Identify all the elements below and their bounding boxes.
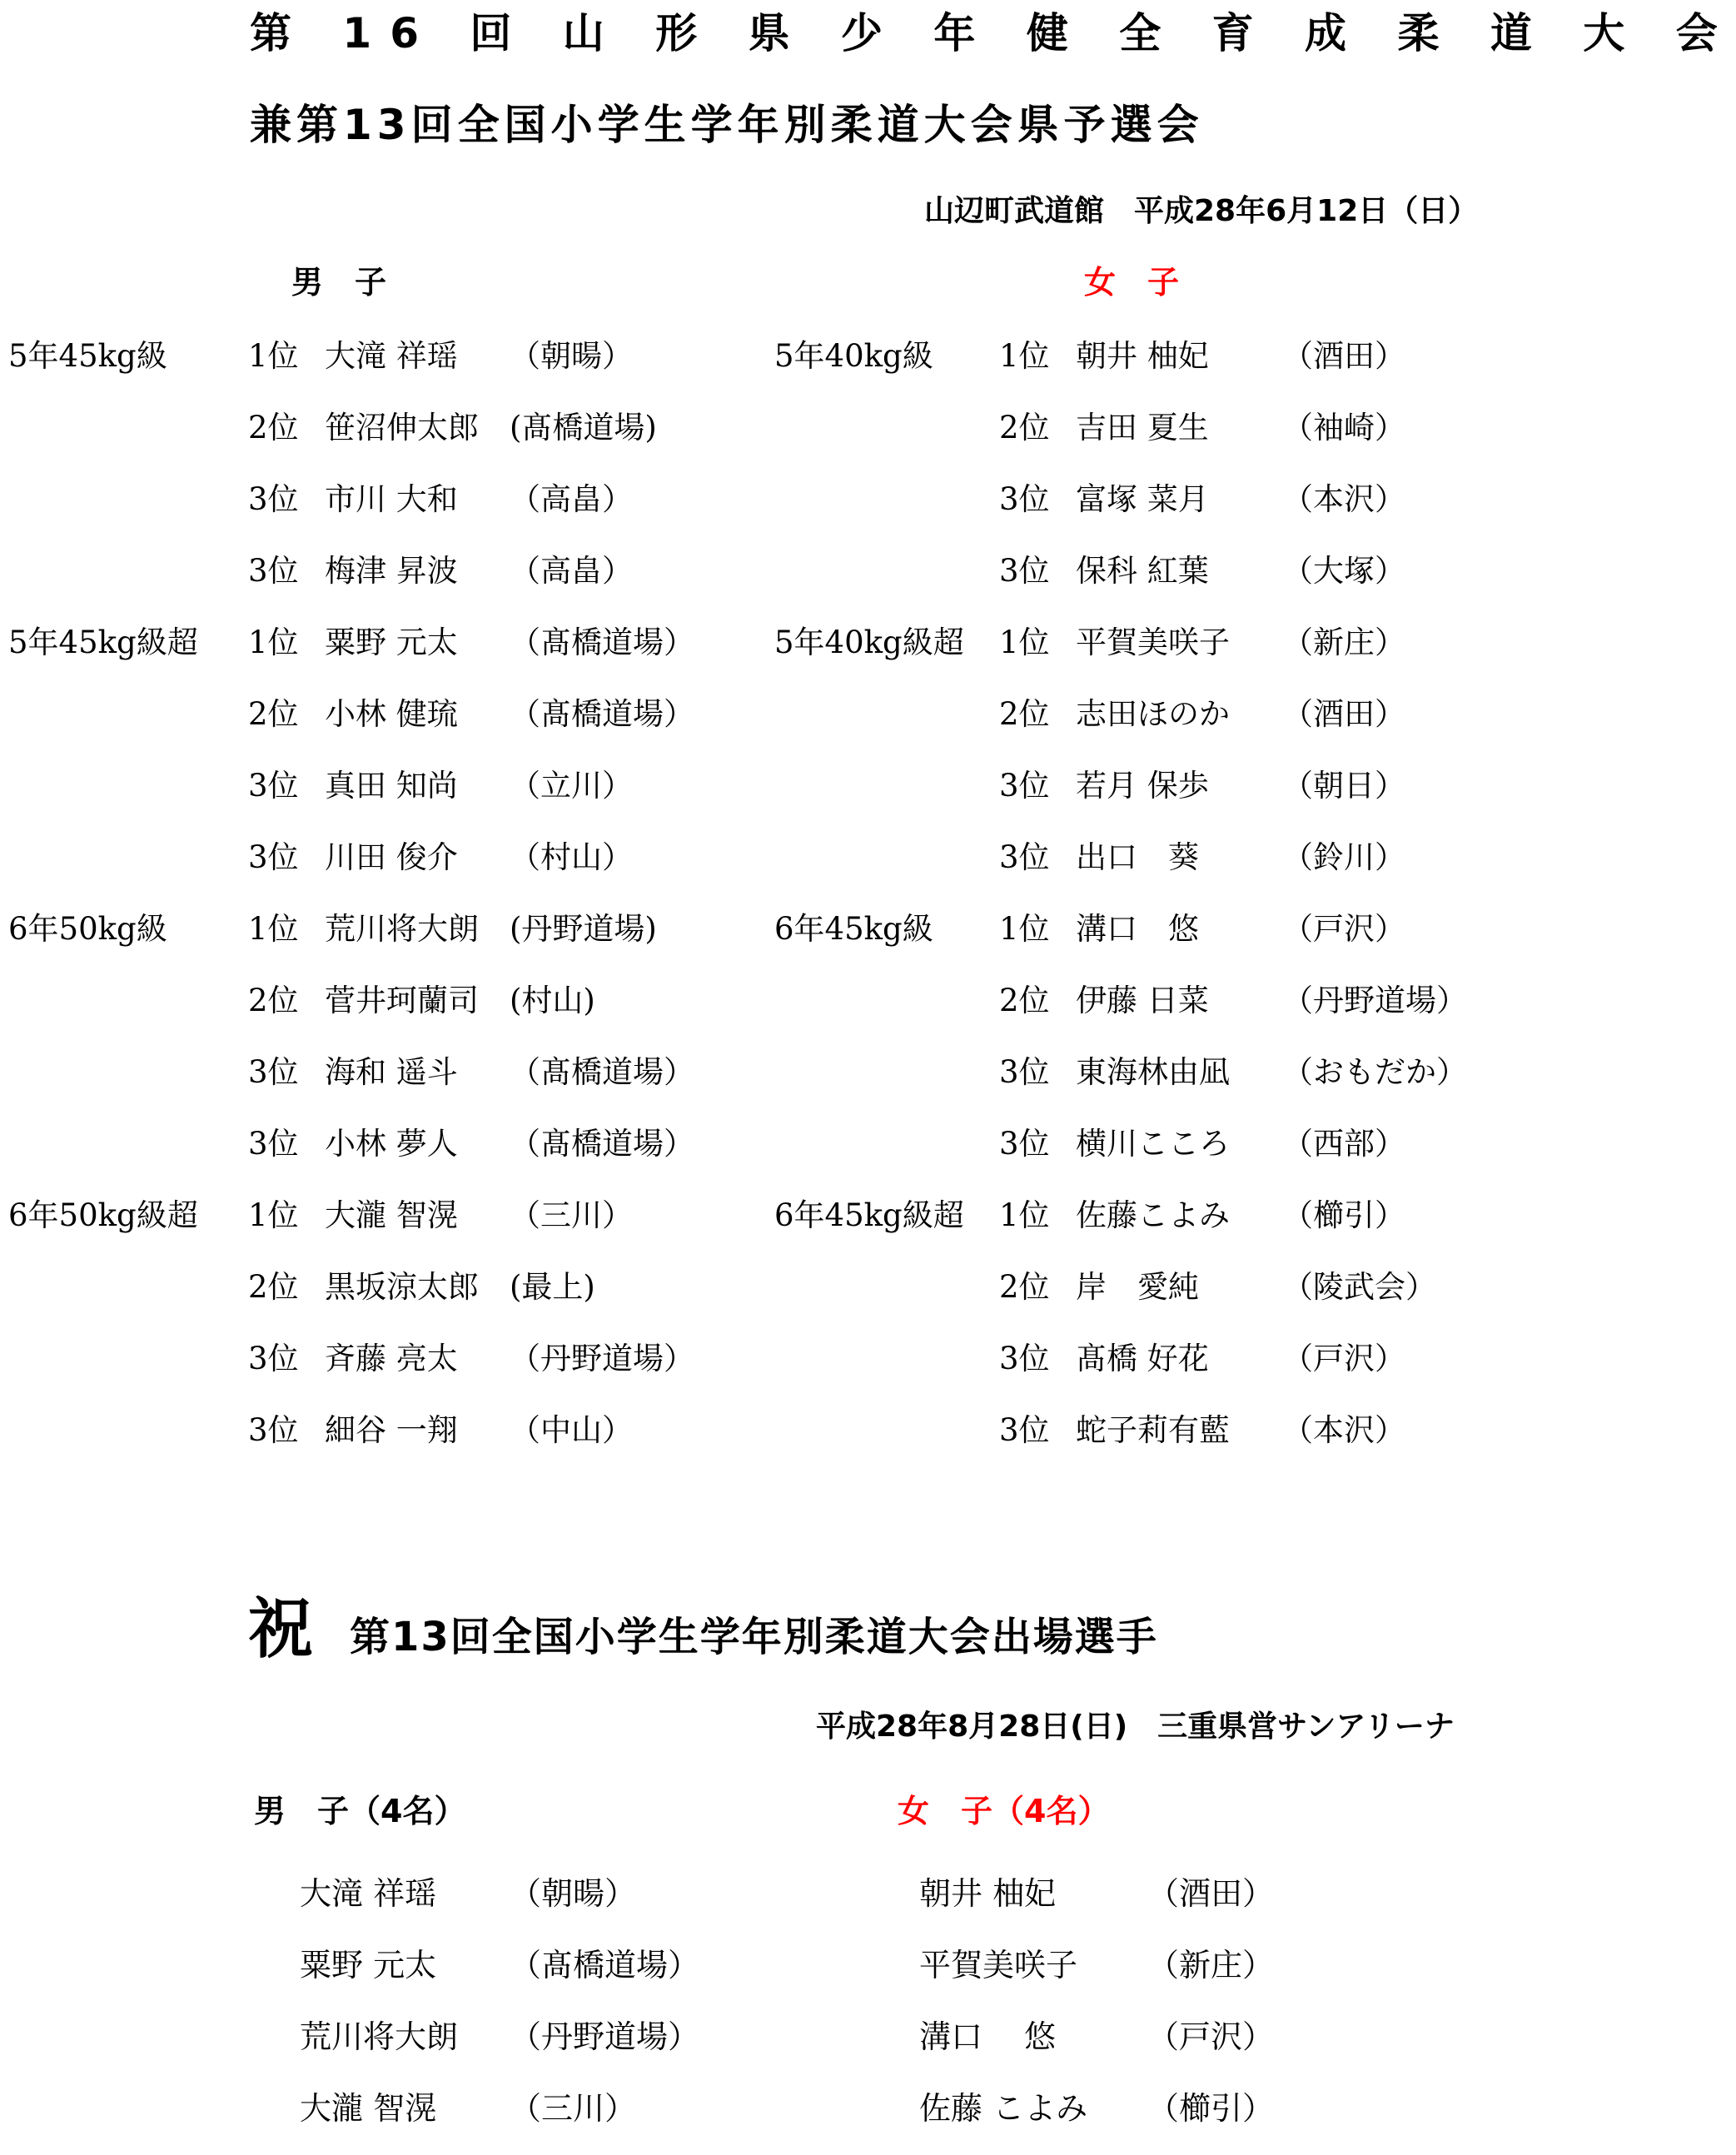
celebration-mark: 祝 bbox=[248, 1592, 314, 1667]
result-row bbox=[0, 331, 1530, 403]
representatives-table bbox=[0, 1869, 1530, 2132]
result-row bbox=[0, 1119, 1530, 1191]
representative-row bbox=[0, 2083, 1530, 2155]
female-athlete-name: 朝井 柚妃 bbox=[1076, 338, 1209, 374]
male-athlete-name: 細谷 一翔 bbox=[325, 1412, 458, 1448]
result-row bbox=[0, 1191, 1530, 1262]
male-club: （髙橋道場） bbox=[510, 1126, 694, 1162]
female-athlete-name: 平賀美咲子 bbox=[1076, 625, 1230, 660]
female-athlete-name: 岸 愛純 bbox=[1076, 1269, 1199, 1305]
female-athlete-name: 富塚 菜月 bbox=[1076, 481, 1209, 517]
male-club: (髙橋道場) bbox=[510, 410, 657, 445]
female-athlete-name: 髙橋 好花 bbox=[1076, 1341, 1209, 1376]
female-representative-name: 佐藤 こよみ bbox=[919, 2090, 1088, 2127]
male-athlete-name: 小林 健琉 bbox=[325, 696, 458, 732]
female-club: （本沢） bbox=[1282, 481, 1405, 517]
male-rank: 2位 bbox=[248, 696, 299, 732]
result-row bbox=[0, 976, 1530, 1048]
male-club: （立川） bbox=[510, 768, 633, 804]
male-athlete-name: 大瀧 智滉 bbox=[325, 1197, 458, 1233]
results-female-heading: 女 子 bbox=[1084, 264, 1180, 301]
male-rank: 3位 bbox=[248, 768, 299, 804]
male-club: （村山） bbox=[510, 839, 633, 875]
male-athlete-name: 粟野 元太 bbox=[325, 625, 458, 660]
result-row bbox=[0, 833, 1530, 904]
male-club: （髙橋道場） bbox=[510, 696, 694, 732]
male-athlete-name: 小林 夢人 bbox=[325, 1126, 458, 1162]
male-rank: 3位 bbox=[248, 1412, 299, 1448]
female-athlete-name: 保科 紅葉 bbox=[1076, 553, 1209, 589]
female-rank: 3位 bbox=[999, 1412, 1050, 1448]
male-representative-name: 荒川将大朗 bbox=[300, 2018, 459, 2055]
female-club: （鈴川） bbox=[1282, 839, 1405, 875]
page-title-line1: 第 16 回 山 形 県 少 年 健 全 育 成 柔 道 大 会 bbox=[250, 9, 1736, 57]
male-athlete-name: 荒川将大朗 bbox=[325, 911, 479, 947]
female-athlete-name: 吉田 夏生 bbox=[1076, 410, 1209, 445]
male-club: （髙橋道場） bbox=[510, 625, 694, 660]
female-rank: 1位 bbox=[999, 625, 1050, 660]
male-rank: 1位 bbox=[248, 1197, 299, 1233]
female-rank: 3位 bbox=[999, 481, 1050, 517]
female-rank: 3位 bbox=[999, 839, 1050, 875]
male-rank: 1位 bbox=[248, 625, 299, 660]
female-rank: 2位 bbox=[999, 983, 1050, 1018]
male-representative-club: （丹野道場） bbox=[510, 2018, 700, 2055]
male-representative-club: （朝暘） bbox=[510, 1875, 637, 1912]
male-representative-name: 大滝 祥瑶 bbox=[300, 1875, 437, 1912]
celebration-title: 第13回全国小学生学年別柔道大会出場選手 bbox=[350, 1614, 1158, 1660]
venue-date: 山辺町武道館 平成28年6月12日（日） bbox=[924, 194, 1479, 228]
female-athlete-name: 東海林由凪 bbox=[1076, 1054, 1230, 1090]
female-rank: 3位 bbox=[999, 1054, 1050, 1090]
page-title-line2: 兼第13回全国小学生学年別柔道大会県予選会 bbox=[250, 101, 1204, 149]
representatives-male-heading: 男 子（4名） bbox=[254, 1793, 466, 1829]
female-club: （朝日） bbox=[1282, 768, 1405, 804]
female-club: （袖崎） bbox=[1282, 410, 1405, 445]
female-athlete-name: 佐藤こよみ bbox=[1076, 1197, 1230, 1233]
female-rank: 1位 bbox=[999, 911, 1050, 947]
female-representative-club: （新庄） bbox=[1147, 1947, 1275, 1983]
female-club: （本沢） bbox=[1282, 1412, 1405, 1448]
female-representative-club: （櫛引） bbox=[1147, 2090, 1275, 2127]
female-club: （櫛引） bbox=[1282, 1197, 1405, 1233]
male-category: 6年50kg級 bbox=[8, 911, 167, 947]
female-club: （陵武会） bbox=[1282, 1269, 1436, 1305]
representative-row bbox=[0, 2012, 1530, 2083]
female-athlete-name: 横川こころ bbox=[1076, 1126, 1230, 1162]
result-row bbox=[0, 546, 1530, 618]
male-rank: 3位 bbox=[248, 839, 299, 875]
male-rank: 3位 bbox=[248, 1126, 299, 1162]
female-rank: 2位 bbox=[999, 1269, 1050, 1305]
result-row bbox=[0, 689, 1530, 761]
result-row bbox=[0, 1262, 1530, 1334]
female-representative-name: 溝口 悠 bbox=[919, 2018, 1057, 2055]
male-athlete-name: 市川 大和 bbox=[325, 481, 458, 517]
result-row bbox=[0, 1406, 1530, 1477]
representatives-female-heading: 女 子（4名） bbox=[898, 1793, 1110, 1829]
male-representative-club: （三川） bbox=[510, 2090, 637, 2127]
male-rank: 2位 bbox=[248, 1269, 299, 1305]
male-athlete-name: 川田 俊介 bbox=[325, 839, 458, 875]
male-athlete-name: 笹沼伸太郎 bbox=[325, 410, 479, 445]
male-club: （丹野道場） bbox=[510, 1341, 694, 1376]
result-row bbox=[0, 618, 1530, 689]
male-club: （三川） bbox=[510, 1197, 633, 1233]
female-athlete-name: 出口 葵 bbox=[1076, 839, 1199, 875]
male-rank: 2位 bbox=[248, 410, 299, 445]
female-rank: 3位 bbox=[999, 768, 1050, 804]
male-rank: 1位 bbox=[248, 338, 299, 374]
female-representative-club: （戸沢） bbox=[1147, 2018, 1275, 2055]
female-athlete-name: 志田ほのか bbox=[1076, 696, 1230, 732]
female-athlete-name: 溝口 悠 bbox=[1076, 911, 1199, 947]
female-club: （大塚） bbox=[1282, 553, 1405, 589]
male-rank: 3位 bbox=[248, 553, 299, 589]
male-club: （朝暘） bbox=[510, 338, 633, 374]
male-category: 5年45kg級超 bbox=[8, 625, 198, 660]
female-club: （新庄） bbox=[1282, 625, 1405, 660]
result-row bbox=[0, 761, 1530, 833]
female-club: （戸沢） bbox=[1282, 911, 1405, 947]
male-club: （高畠） bbox=[510, 553, 633, 589]
representative-row bbox=[0, 1940, 1530, 2012]
female-athlete-name: 蛇子莉有藍 bbox=[1076, 1412, 1230, 1448]
female-category: 6年45kg級超 bbox=[774, 1197, 964, 1233]
result-row bbox=[0, 403, 1530, 475]
female-athlete-name: 若月 保歩 bbox=[1076, 768, 1209, 804]
results-male-heading: 男 子 bbox=[291, 264, 387, 301]
female-category: 6年45kg級 bbox=[774, 911, 933, 947]
female-rank: 1位 bbox=[999, 1197, 1050, 1233]
female-representative-name: 平賀美咲子 bbox=[919, 1947, 1078, 1983]
results-table bbox=[0, 331, 1530, 1477]
male-athlete-name: 斉藤 亮太 bbox=[325, 1341, 458, 1376]
female-category: 5年40kg級 bbox=[774, 338, 933, 374]
male-rank: 3位 bbox=[248, 1341, 299, 1376]
male-club: （高畠） bbox=[510, 481, 633, 517]
female-category: 5年40kg級超 bbox=[774, 625, 964, 660]
female-representative-club: （酒田） bbox=[1147, 1875, 1275, 1912]
male-representative-club: （髙橋道場） bbox=[510, 1947, 700, 1983]
female-club: （西部） bbox=[1282, 1126, 1405, 1162]
male-representative-name: 粟野 元太 bbox=[300, 1947, 437, 1983]
male-club: （中山） bbox=[510, 1412, 633, 1448]
male-club: (村山) bbox=[510, 983, 595, 1018]
result-row bbox=[0, 1048, 1530, 1119]
female-rank: 1位 bbox=[999, 338, 1050, 374]
male-club: (最上) bbox=[510, 1269, 595, 1305]
female-club: （おもだか） bbox=[1282, 1054, 1467, 1090]
male-athlete-name: 真田 知尚 bbox=[325, 768, 458, 804]
representative-row bbox=[0, 1869, 1530, 1940]
male-athlete-name: 海和 遥斗 bbox=[325, 1054, 458, 1090]
female-club: （酒田） bbox=[1282, 338, 1405, 374]
female-club: （戸沢） bbox=[1282, 1341, 1405, 1376]
male-rank: 3位 bbox=[248, 1054, 299, 1090]
male-athlete-name: 梅津 昇波 bbox=[325, 553, 458, 589]
male-athlete-name: 大滝 祥瑶 bbox=[325, 338, 458, 374]
male-athlete-name: 黒坂涼太郎 bbox=[325, 1269, 479, 1305]
celebration-date-venue: 平成28年8月28日(日) 三重県営サンアリーナ bbox=[816, 1710, 1455, 1744]
female-rank: 3位 bbox=[999, 553, 1050, 589]
male-representative-name: 大瀧 智滉 bbox=[300, 2090, 437, 2127]
male-club: （髙橋道場） bbox=[510, 1054, 694, 1090]
result-row bbox=[0, 904, 1530, 976]
female-rank: 3位 bbox=[999, 1341, 1050, 1376]
male-club: (丹野道場) bbox=[510, 911, 657, 947]
male-rank: 1位 bbox=[248, 911, 299, 947]
male-category: 5年45kg級 bbox=[8, 338, 167, 374]
female-athlete-name: 伊藤 日菜 bbox=[1076, 983, 1209, 1018]
female-rank: 3位 bbox=[999, 1126, 1050, 1162]
result-row bbox=[0, 1334, 1530, 1406]
female-representative-name: 朝井 柚妃 bbox=[919, 1875, 1057, 1912]
male-category: 6年50kg級超 bbox=[8, 1197, 198, 1233]
male-rank: 3位 bbox=[248, 481, 299, 517]
result-row bbox=[0, 475, 1530, 546]
female-club: （丹野道場） bbox=[1282, 983, 1467, 1018]
female-rank: 2位 bbox=[999, 696, 1050, 732]
female-club: （酒田） bbox=[1282, 696, 1405, 732]
male-athlete-name: 菅井珂蘭司 bbox=[325, 983, 479, 1018]
female-rank: 2位 bbox=[999, 410, 1050, 445]
male-rank: 2位 bbox=[248, 983, 299, 1018]
